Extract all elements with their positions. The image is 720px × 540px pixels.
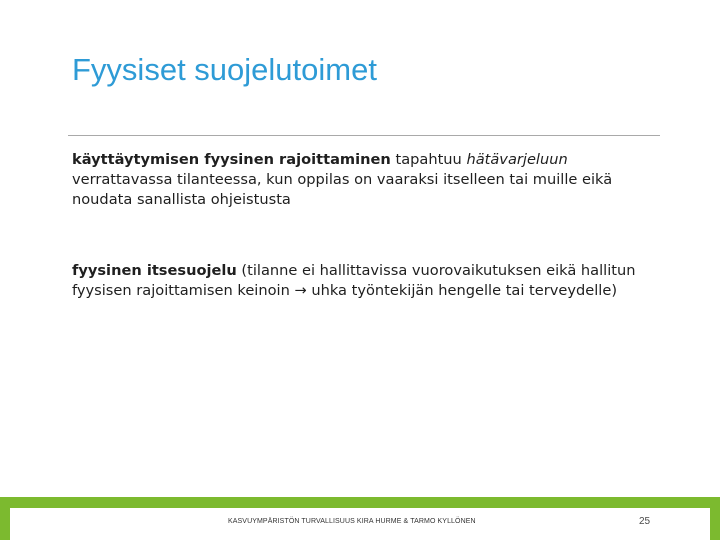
paragraph-1-text-before: tapahtuu <box>390 151 467 168</box>
slide-title: Fyysiset suojelutoimet <box>72 52 377 87</box>
paragraph-1-bold-lead: käyttäytymisen fyysinen rajoittaminen <box>72 151 391 168</box>
title-divider <box>68 135 660 136</box>
page-number: 25 <box>639 516 651 527</box>
paragraph-physical-restraint <box>72 150 672 210</box>
paragraph-2-text: (tilanne ei hallittavissa vuorovaikutuksen eikä hallitun fyysisen rajoittamisen keinoin → uhka työntekijän hengelle tai terveydelle) <box>72 262 636 299</box>
paragraph-1-text-after: verrattavassa tilanteessa, kun oppilas on vaaraksi itselleen tai muille eikä noudata sanallista ohjeistusta <box>72 171 613 208</box>
paragraph-self-defense <box>72 261 672 301</box>
paragraph-1-italic: hätävarjeluun <box>466 151 568 168</box>
footer-text: KASVUYMPÄRISTÖN TURVALLISUUS KIRA HURME & TARMO KYLLÖNEN <box>228 518 476 525</box>
paragraph-2-bold-lead: fyysinen itsesuojelu <box>72 262 237 279</box>
